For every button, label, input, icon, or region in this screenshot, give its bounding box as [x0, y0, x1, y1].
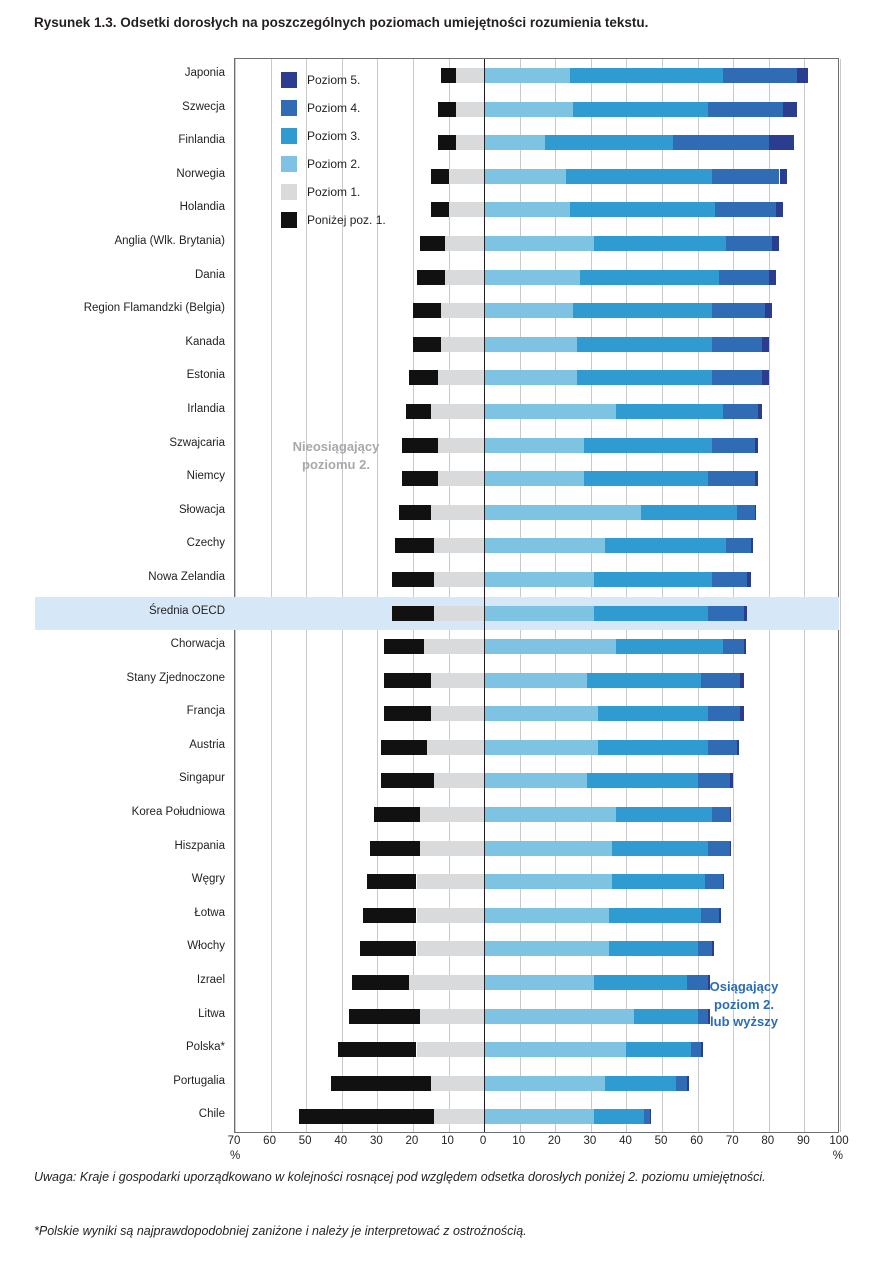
axis-tick-label: 50	[298, 1135, 312, 1147]
table-row	[173, 1067, 838, 1101]
bar-segment-level1	[441, 337, 484, 352]
axis-tick-label: 30	[583, 1135, 597, 1147]
axis-tick-label: 40	[334, 1135, 348, 1147]
legend-item[interactable]	[281, 206, 386, 234]
bar-segment-level3	[573, 102, 708, 117]
bar-segment-level1	[456, 135, 484, 150]
category-label: Nowa Zelandia	[148, 570, 225, 583]
table-row	[186, 697, 838, 731]
table-row	[185, 328, 838, 362]
category-label: Korea Południowa	[131, 806, 225, 819]
table-row	[131, 798, 838, 832]
bar-segment-level5	[769, 135, 794, 150]
bar-segment-level1	[417, 908, 485, 923]
bar-segment-level5	[730, 773, 734, 788]
bar-segment-level1	[420, 807, 484, 822]
bar-segment-below1	[395, 538, 434, 553]
bar-segment-level4	[719, 270, 769, 285]
bar-segment-level3	[594, 236, 726, 251]
bar-segment-level2	[484, 370, 577, 385]
bar-segment-level2	[484, 975, 594, 990]
category-label: Szwajcaria	[169, 436, 225, 449]
bar-segment-below1	[392, 572, 435, 587]
bar-segment-level3	[598, 706, 708, 721]
bar-segment-level3	[584, 438, 712, 453]
bar-segment-level5	[762, 337, 769, 352]
category-label: Irlandia	[187, 402, 225, 415]
bar-segment-level5	[740, 706, 744, 721]
category-label: Włochy	[187, 940, 225, 953]
bar-segment-level2	[484, 1109, 594, 1124]
bar-segment-level3	[609, 941, 698, 956]
legend-label: Poziom 5.	[307, 73, 361, 87]
category-label: Portugalia	[173, 1074, 225, 1087]
table-row	[189, 731, 838, 765]
bar-segment-level3	[573, 303, 712, 318]
bar-segment-level3	[641, 505, 737, 520]
bar-segment-below1	[438, 102, 456, 117]
bar-segment-level1	[434, 773, 484, 788]
axis-tick-label: 30	[369, 1135, 383, 1147]
category-label: Francja	[186, 705, 225, 718]
bar-segment-level5	[755, 505, 757, 520]
category-label: Region Flamandzki (Belgia)	[83, 302, 225, 315]
bar-segment-level4	[708, 606, 744, 621]
bar-segment-level4	[712, 438, 755, 453]
bar-segment-level2	[484, 538, 605, 553]
table-row	[178, 764, 838, 798]
bar-segment-level5	[701, 1042, 703, 1057]
category-label: Średnia OECD	[148, 604, 225, 617]
bar-segment-level4	[691, 1042, 702, 1057]
bar-segment-below1	[438, 135, 456, 150]
legend-swatch-icon	[281, 72, 297, 88]
bar-segment-level1	[438, 471, 484, 486]
category-label: Słowacja	[178, 503, 225, 516]
category-label: Hiszpania	[174, 839, 225, 852]
bar-segment-level5	[723, 874, 725, 889]
bar-segment-level1	[445, 270, 484, 285]
bar-segment-level5	[755, 471, 759, 486]
bar-segment-level4	[698, 773, 730, 788]
legend-swatch-icon	[281, 100, 297, 116]
bar-segment-level2	[484, 706, 598, 721]
category-label: Dania	[194, 268, 225, 281]
axis-unit-right: %	[832, 1150, 843, 1162]
bar-segment-below1	[299, 1109, 434, 1124]
bar-segment-level3	[605, 538, 726, 553]
bar-segment-level3	[577, 337, 712, 352]
bar-segment-level3	[626, 1042, 690, 1057]
bar-segment-below1	[441, 68, 455, 83]
bar-segment-level2	[484, 639, 616, 654]
bar-segment-level2	[484, 68, 569, 83]
bar-segment-level3	[566, 169, 712, 184]
bar-segment-level1	[431, 706, 484, 721]
legend-item[interactable]	[281, 94, 386, 122]
bar-segment-level3	[587, 773, 697, 788]
bar-segment-level4	[737, 505, 755, 520]
bar-segment-level5	[744, 606, 748, 621]
bar-segment-level1	[431, 673, 484, 688]
bar-segment-level3	[570, 68, 723, 83]
bar-segment-below1	[349, 1009, 420, 1024]
bar-segment-below1	[413, 303, 441, 318]
table-row	[83, 294, 838, 328]
category-label: Stany Zjednoczone	[126, 671, 225, 684]
axis-tick-label: 70	[725, 1135, 739, 1147]
table-row	[178, 496, 838, 530]
bar-segment-level4	[712, 169, 780, 184]
bar-segment-level3	[577, 370, 712, 385]
bar-segment-level5	[744, 639, 746, 654]
bar-segment-level2	[484, 505, 641, 520]
category-label: Niemcy	[186, 470, 225, 483]
bar-segment-level4	[726, 538, 751, 553]
bar-segment-level4	[712, 337, 762, 352]
table-row	[194, 261, 838, 295]
bar-segment-level3	[545, 135, 673, 150]
bar-segment-level3	[584, 471, 709, 486]
table-row	[174, 832, 838, 866]
bar-segment-level1	[417, 1042, 485, 1057]
bar-segment-level1	[449, 202, 485, 217]
category-label: Litwa	[198, 1007, 225, 1020]
table-row	[191, 865, 838, 899]
bar-segment-level2	[484, 1042, 626, 1057]
bar-segment-level2	[484, 404, 616, 419]
bar-segment-level2	[484, 941, 609, 956]
table-row	[187, 395, 838, 429]
bar-segment-level2	[484, 303, 573, 318]
legend-label: Poziom 2.	[307, 157, 361, 171]
bar-segment-level3	[587, 673, 701, 688]
axis-tick-label: 80	[761, 1135, 775, 1147]
bar-segment-level4	[676, 1076, 687, 1091]
legend-item[interactable]	[281, 178, 386, 206]
table-row	[186, 361, 838, 395]
bar-segment-level4	[708, 102, 783, 117]
bar-segment-below1	[413, 337, 441, 352]
bar-segment-level5	[762, 370, 769, 385]
legend-label: Poziom 3.	[307, 129, 361, 143]
bar-segment-level5	[730, 841, 732, 856]
bar-segment-level2	[484, 438, 584, 453]
axis-tick-label: 100	[829, 1135, 849, 1147]
bar-segment-level2	[484, 572, 594, 587]
figure-note-2: *Polskie wyniki są najprawdopodobniej zaniżone i należy je interpretować z ostrożnością.	[34, 1224, 527, 1238]
bar-segment-level1	[449, 169, 485, 184]
bar-segment-level5	[776, 202, 783, 217]
gridline	[840, 59, 841, 1132]
table-row	[126, 664, 838, 698]
figure-title: Rysunek 1.3. Odsetki dorosłych na poszczególnych poziomach umiejętności rozumienia tekstu.	[34, 15, 649, 30]
axis-tick-label: 60	[263, 1135, 276, 1147]
bar-segment-below1	[331, 1076, 431, 1091]
bar-segment-level1	[431, 505, 484, 520]
bar-segment-level3	[612, 874, 705, 889]
bar-segment-below1	[402, 438, 438, 453]
bar-segment-level1	[434, 1109, 484, 1124]
bar-segment-below1	[392, 606, 435, 621]
bar-segment-level1	[424, 639, 485, 654]
bar-segment-below1	[409, 370, 437, 385]
bar-segment-level5	[740, 673, 744, 688]
bar-segment-level3	[609, 908, 702, 923]
bar-segment-level4	[723, 68, 798, 83]
bar-segment-level1	[417, 941, 485, 956]
category-label: Chorwacja	[170, 638, 225, 651]
annotation-below-level2: Nieosiągający poziomu 2.	[292, 439, 380, 472]
axis-unit-left: %	[230, 1150, 241, 1162]
bar-segment-level1	[456, 68, 484, 83]
bar-segment-level5	[687, 1076, 689, 1091]
axis-tick-label: 20	[405, 1135, 419, 1147]
bar-segment-below1	[417, 270, 445, 285]
legend-item[interactable]	[281, 66, 386, 94]
bar-segment-level4	[701, 908, 719, 923]
bar-segment-below1	[352, 975, 409, 990]
bar-segment-level3	[612, 841, 708, 856]
axis-tick-label: 90	[797, 1135, 810, 1147]
bar-segment-level1	[427, 740, 484, 755]
bar-segment-level1	[438, 438, 484, 453]
category-label: Węgry	[191, 873, 225, 886]
bar-segment-level5	[755, 438, 759, 453]
axis-tick-label: 10	[512, 1135, 526, 1147]
bar-segment-level2	[484, 908, 609, 923]
bar-segment-below1	[420, 236, 445, 251]
bar-segment-level4	[701, 673, 740, 688]
bar-segment-level5	[783, 102, 797, 117]
bar-segment-level2	[484, 270, 580, 285]
legend-swatch-icon	[281, 128, 297, 144]
bar-segment-level1	[420, 841, 484, 856]
table-row	[194, 899, 838, 933]
table-row	[148, 563, 838, 597]
bar-segment-level4	[712, 370, 762, 385]
category-label: Norwegia	[176, 167, 225, 180]
bar-segment-level5	[772, 236, 779, 251]
bar-segment-level2	[484, 135, 545, 150]
bar-segment-level2	[484, 1076, 605, 1091]
bar-segment-below1	[360, 941, 417, 956]
bar-segment-level1	[431, 1076, 484, 1091]
bar-segment-level4	[712, 303, 765, 318]
bar-segment-below1	[367, 874, 417, 889]
bar-segment-level4	[708, 740, 736, 755]
bar-segment-level3	[598, 740, 708, 755]
bar-segment-level5	[650, 1109, 651, 1124]
bar-segment-level4	[715, 202, 776, 217]
figure-note-1: Uwaga: Kraje i gospodarki uporządkowano w kolejności rosnącej pod względem odsetka dorosłych poniżej 2. poziomu umiejętności.	[34, 1170, 766, 1184]
bar-segment-level5	[797, 68, 808, 83]
bar-segment-below1	[381, 773, 434, 788]
bar-segment-level5	[730, 807, 732, 822]
bar-segment-level4	[708, 841, 729, 856]
bar-segment-level1	[438, 370, 484, 385]
bar-segment-level5	[751, 538, 753, 553]
chart-legend	[281, 66, 386, 234]
bar-segment-level1	[409, 975, 484, 990]
bar-segment-level1	[434, 538, 484, 553]
legend-swatch-icon	[281, 184, 297, 200]
bar-segment-level3	[594, 606, 708, 621]
category-label: Japonia	[184, 67, 225, 79]
axis-tick-label: 50	[654, 1135, 668, 1147]
bar-segment-below1	[370, 841, 420, 856]
bar-segment-level2	[484, 102, 573, 117]
bar-segment-below1	[402, 471, 438, 486]
table-row	[187, 932, 838, 966]
bar-segment-level4	[708, 706, 740, 721]
category-label: Finlandia	[178, 134, 225, 147]
bar-segment-level2	[484, 471, 584, 486]
legend-item[interactable]	[281, 150, 386, 178]
bar-segment-level5	[712, 941, 714, 956]
bar-segment-level5	[769, 270, 776, 285]
bar-segment-level5	[747, 572, 751, 587]
category-label: Szwecja	[182, 100, 225, 113]
category-label: Chile	[198, 1108, 225, 1121]
legend-label: Poziom 1.	[307, 185, 361, 199]
bar-segment-level2	[484, 236, 594, 251]
legend-swatch-icon	[281, 212, 297, 228]
legend-label: Poniżej poz. 1.	[307, 213, 386, 227]
category-label: Polska*	[186, 1041, 225, 1054]
bar-segment-level4	[723, 404, 759, 419]
category-label: Holandia	[179, 201, 225, 214]
bar-segment-level2	[484, 841, 612, 856]
bar-segment-below1	[363, 908, 416, 923]
bar-segment-level2	[484, 606, 594, 621]
category-label: Czechy	[186, 537, 225, 550]
bar-segment-level2	[484, 740, 598, 755]
table-row	[198, 1100, 838, 1134]
legend-label: Poziom 4.	[307, 101, 361, 115]
bar-segment-level3	[594, 1109, 644, 1124]
table-row	[186, 1033, 838, 1067]
bar-segment-level5	[758, 404, 762, 419]
bar-segment-level1	[456, 102, 484, 117]
bar-segment-below1	[384, 706, 430, 721]
bar-segment-level2	[484, 169, 566, 184]
category-label: Anglia (Wlk. Brytania)	[114, 234, 225, 247]
category-label: Singapur	[178, 772, 225, 785]
table-row	[170, 630, 838, 664]
axis-tick-label: 20	[547, 1135, 561, 1147]
bar-segment-level2	[484, 337, 577, 352]
bar-segment-level3	[616, 639, 723, 654]
category-label: Łotwa	[194, 906, 225, 919]
bar-segment-level4	[673, 135, 769, 150]
bar-segment-level2	[484, 773, 587, 788]
bar-segment-level4	[708, 471, 754, 486]
bar-segment-below1	[399, 505, 431, 520]
bar-segment-level1	[431, 404, 484, 419]
bar-segment-below1	[381, 740, 427, 755]
zero-axis-line	[484, 59, 486, 1132]
axis-tick-label: 0	[479, 1135, 487, 1147]
axis-tick-label: 40	[619, 1135, 632, 1147]
bar-segment-level4	[712, 807, 730, 822]
bar-segment-level3	[616, 404, 723, 419]
bar-segment-level2	[484, 673, 587, 688]
category-label: Estonia	[186, 369, 225, 382]
bar-segment-level4	[723, 639, 744, 654]
bar-segment-below1	[374, 807, 420, 822]
bar-segment-below1	[384, 673, 430, 688]
bar-segment-level2	[484, 874, 612, 889]
table-row	[148, 597, 838, 631]
bar-segment-level1	[434, 606, 484, 621]
bar-segment-level1	[441, 303, 484, 318]
bar-segment-level2	[484, 807, 616, 822]
bar-segment-level3	[570, 202, 716, 217]
bar-segment-level1	[417, 874, 485, 889]
bar-segment-level3	[594, 572, 711, 587]
category-label: Izrael	[196, 974, 225, 987]
axis-tick-label: 60	[690, 1135, 704, 1147]
bar-segment-level2	[484, 1009, 633, 1024]
axis-tick-label: 10	[441, 1135, 454, 1147]
bar-segment-level4	[712, 572, 748, 587]
category-label: Austria	[189, 738, 225, 751]
bar-segment-level4	[698, 941, 712, 956]
bar-segment-below1	[338, 1042, 416, 1057]
bar-segment-level1	[434, 572, 484, 587]
legend-item[interactable]	[281, 122, 386, 150]
bar-segment-level4	[726, 236, 772, 251]
chart-container	[34, 50, 854, 1162]
bar-segment-below1	[384, 639, 423, 654]
bar-segment-below1	[406, 404, 431, 419]
legend-swatch-icon	[281, 156, 297, 172]
bar-segment-level5	[719, 908, 721, 923]
bar-segment-level2	[484, 202, 569, 217]
table-row	[186, 529, 838, 563]
bar-segment-level5	[765, 303, 772, 318]
bar-segment-level5	[737, 740, 739, 755]
annotation-at-or-above-level2: Osiągający poziom 2. lub wyższy	[709, 979, 779, 1030]
bar-segment-level1	[420, 1009, 484, 1024]
bar-segment-level3	[605, 1076, 676, 1091]
bar-segment-level1	[445, 236, 484, 251]
bar-segment-level3	[616, 807, 712, 822]
bar-segment-level3	[580, 270, 719, 285]
bar-segment-level5	[780, 169, 787, 184]
axis-tick-label: 70	[227, 1135, 241, 1147]
category-label: Kanada	[185, 335, 225, 348]
bar-segment-level4	[705, 874, 723, 889]
bar-segment-below1	[431, 202, 449, 217]
bar-segment-below1	[431, 169, 449, 184]
